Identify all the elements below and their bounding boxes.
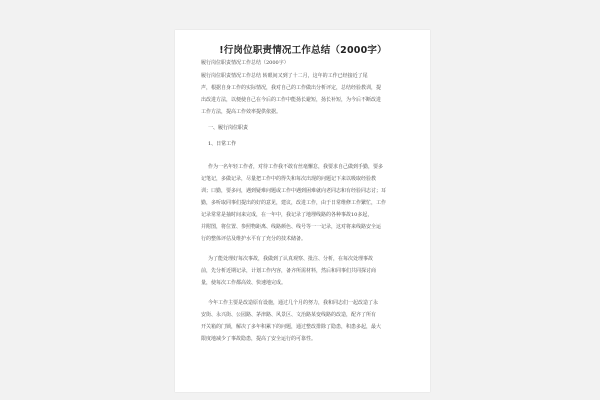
paragraph-line: 今年工作主要是改造原有设施，通过几个月的努力，我和同志们一起改造了永 bbox=[208, 300, 379, 306]
paragraph-line: 并附图，将位置、参照物距离、线路颜色、线号等一一记录，这对将来线路安全运 bbox=[201, 224, 382, 230]
paragraph-line: 训；口勤，要多问，遇到疑难问题或工作中遇到困难就向老同志和有经验同志讨；耳 bbox=[201, 188, 387, 194]
paragraph-line: 记录常常是抽时间来完成，在一年中，我记录了地埋线路的各种事故10多起， bbox=[201, 212, 373, 218]
paragraph-line: 为了能处理好每次事故，我做到了认真观察、批注、分析，在每次处理事故 bbox=[208, 256, 374, 262]
paragraph-line: 前，先分析近期记录，计划工作内容，备齐所需材料，然后和同事们共同探讨商 bbox=[201, 268, 377, 274]
paragraph-line: 安街、永兴街、公园路、茅津路、风景区、文治路某变线路的改造，配齐了所有 bbox=[201, 312, 377, 318]
document-subtitle: 履行岗位职责情况工作总结（2000字） bbox=[201, 60, 289, 66]
intro-line: 声，根据自身工作的实际情况，我对自己的工作做出分析评定，总结经验教训，提 bbox=[201, 85, 382, 91]
document-page bbox=[175, 30, 430, 392]
paragraph-line: 勤，多听取同事们提出的好的意见，建议，改进工作，由于日常维修工作繁忙，工作 bbox=[201, 200, 387, 206]
intro-line: 履行岗位职责情况工作总结 转眼间又到了十二月，这年的工作已经接近了尾 bbox=[201, 73, 368, 79]
section-heading: 一、履行岗位职责 bbox=[208, 125, 249, 131]
intro-line: 出改进方法，以便使自己在今后的工作中能扬长避短，扬长补短，为今后不断改进 bbox=[201, 97, 382, 103]
paragraph-line: 记笔记，多做记录，尽量把工作中的得失和每次出现的问题记下来以吸取经验教 bbox=[201, 176, 377, 182]
paragraph-line: 开关箱的门锁，解决了多年积累下的问题，通过整改排除了隐患，积患多起，最大 bbox=[201, 324, 382, 330]
document-title: !行岗位职责情况工作总结（2000字） bbox=[219, 45, 387, 56]
intro-line: 工作方法，提高工作效率提供依据。 bbox=[201, 109, 282, 115]
paragraph-line: 行的整体评估及维护水平有了充分的技术储备。 bbox=[201, 236, 307, 242]
paragraph-line: 限度地减少了事故隐患，提高了安全运行的可靠性。 bbox=[201, 336, 317, 342]
subsection-heading: 1、日常工作 bbox=[208, 141, 237, 147]
paragraph-line: 量，使每次工作都高效、快速地完成。 bbox=[201, 280, 287, 286]
paragraph-line: 作为一名年轻工作者，对待工作我不敢有丝毫懈怠，我要求自己做到手勤，要多 bbox=[208, 164, 384, 170]
